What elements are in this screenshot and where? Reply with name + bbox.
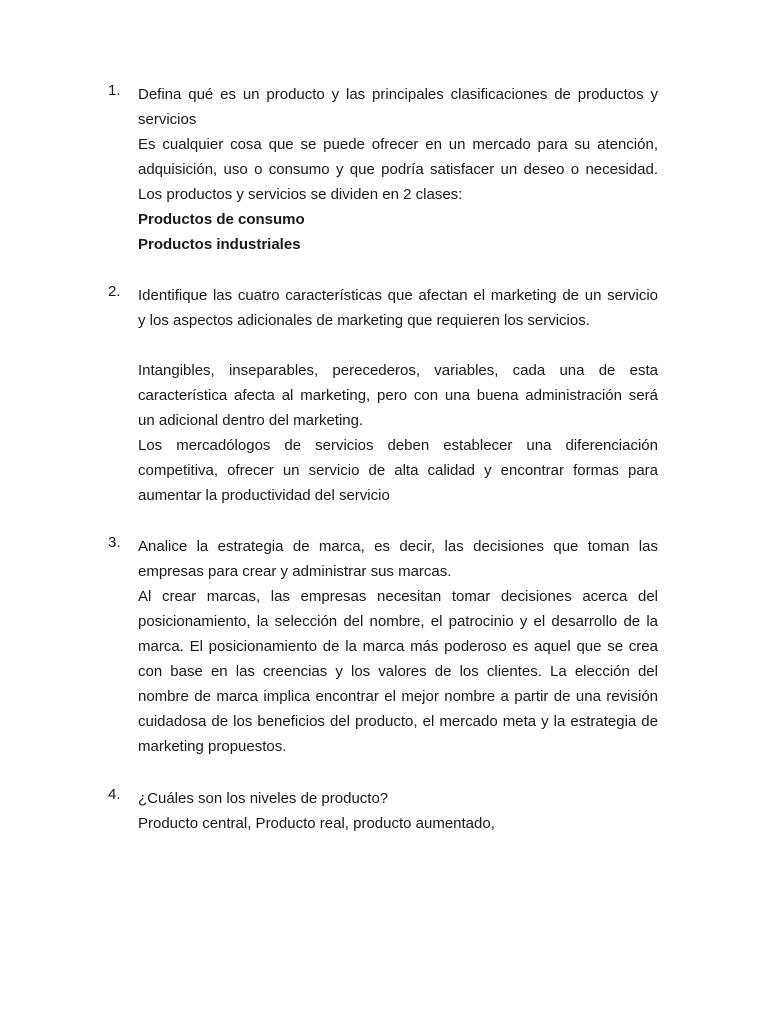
answer-line: Es cualquier cosa que se puede ofrecer en un mercado para su atención, [138,136,658,153]
item-number: 1. [108,82,121,99]
list-item-2 [108,283,658,508]
answer-line: Al crear marcas, las empresas necesitan tomar decisiones acerca del [138,588,658,605]
question-line: servicios [138,111,197,128]
answer-line: cuidadosa de los beneficios del producto, el mercado meta y la estrategia de [138,713,658,730]
item-body [138,786,658,836]
question-line: ¿Cuáles son los niveles de producto? [138,790,389,807]
list-item-1 [108,82,658,257]
bold-heading-line: Productos industriales [138,236,301,253]
item-body [138,534,658,759]
answer-line: Los mercadólogos de servicios deben establecer una diferenciación [138,437,658,454]
answer-line: con base en las creencias y los valores de los clientes. La elección del [138,663,658,680]
answer-line: nombre de marca implica encontrar el mejor nombre a partir de una revisión [138,688,658,705]
bold-heading-line: Productos de consumo [138,211,305,228]
list-item-3 [108,534,658,759]
item-body [138,82,658,257]
answer-line: posicionamiento, la selección del nombre, el patrocinio y el desarrollo de la [138,613,658,630]
answer-line: adquisición, uso o consumo y que podría satisfacer un deseo o necesidad. [138,161,658,178]
question-line: empresas para crear y administrar sus marcas. [138,563,452,580]
blank-line [138,333,658,358]
question-line: Analice la estrategia de marca, es decir, las decisiones que toman las [138,538,658,555]
answer-line: Producto central, Producto real, producto aumentado, [138,815,495,832]
answer-line: competitiva, ofrecer un servicio de alta calidad y encontrar formas para [138,462,658,479]
answer-line: marketing propuestos. [138,738,287,755]
answer-line: Los productos y servicios se dividen en 2 clases: [138,186,463,203]
answer-line: Intangibles, inseparables, perecederos, variables, cada una de esta [138,362,658,379]
question-line: Identifique las cuatro características que afectan el marketing de un servicio [138,287,658,304]
question-line: Defina qué es un producto y las principales clasificaciones de productos y [138,86,658,103]
question-line: y los aspectos adicionales de marketing que requieren los servicios. [138,312,590,329]
item-number: 4. [108,786,121,803]
item-body [138,283,658,508]
item-number: 3. [108,534,121,551]
answer-line: característica afecta al marketing, pero con una buena administración será [138,387,658,404]
list-item-4 [108,786,658,836]
answer-line: un adicional dentro del marketing. [138,412,364,429]
answer-line: aumentar la productividad del servicio [138,487,390,504]
item-number: 2. [108,283,121,300]
answer-line: marca. El posicionamiento de la marca más poderoso es aquel que se crea [138,638,658,655]
